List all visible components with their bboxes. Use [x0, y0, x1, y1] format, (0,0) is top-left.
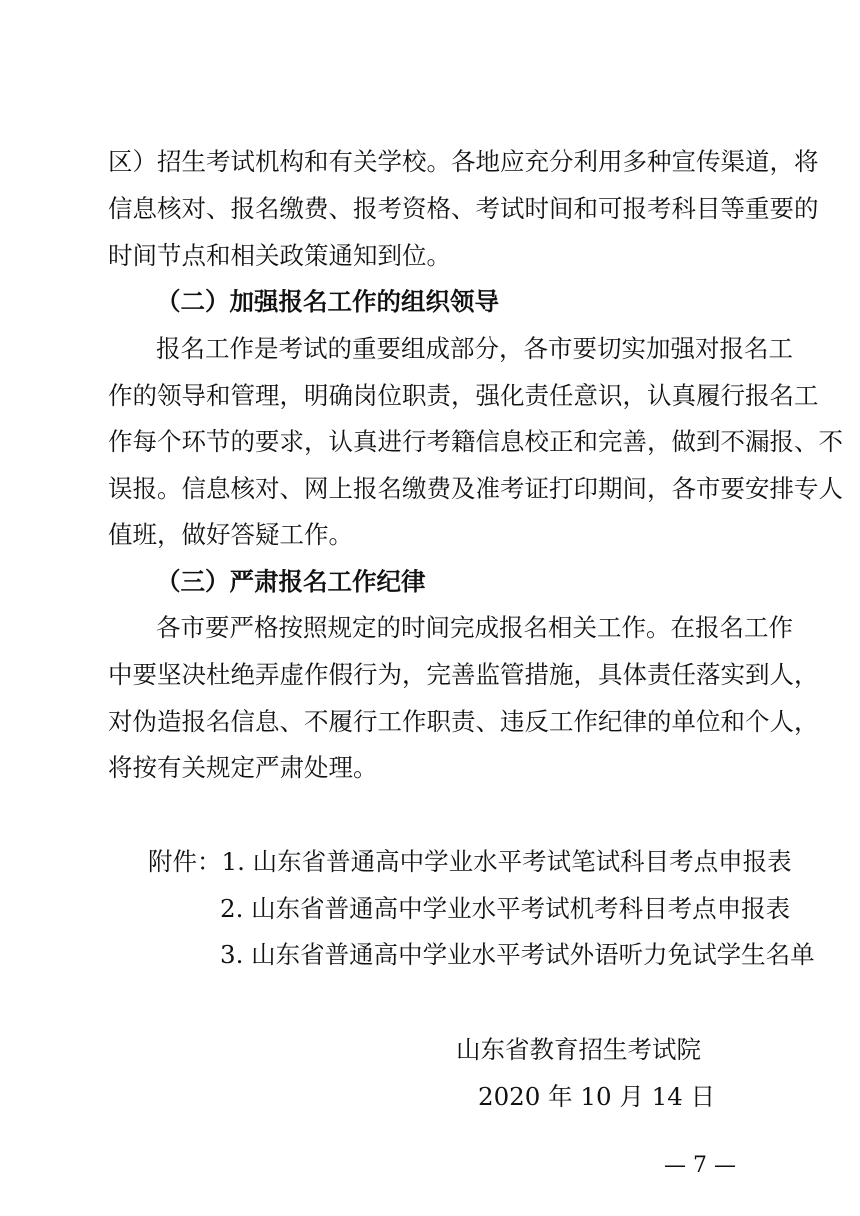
signature-org: 山东省教育招生考试院 — [456, 1035, 701, 1064]
paragraph-line: 中要坚决杜绝弄虚作假行为，完善监管措施，具体责任落实到人， — [108, 660, 819, 689]
paragraph-line: 区）招生考试机构和有关学校。各地应充分利用多种宣传渠道，将 — [108, 147, 819, 176]
paragraph-line: 将按有关规定严肃处理。 — [108, 753, 378, 782]
paragraph-line: 作每个环节的要求，认真进行考籍信息校正和完善，做到不漏报、不 — [108, 427, 843, 456]
paragraph-line: 误报。信息核对、网上报名缴费及准考证打印期间，各市要安排专人 — [108, 474, 843, 503]
page-number: — 7 — — [664, 1153, 736, 1178]
paragraph-line: 值班，做好答疑工作。 — [108, 520, 353, 549]
attachment-item: 1. 山东省普通高中学业水平考试笔试科目考点申报表 — [221, 847, 792, 876]
paragraph-line: 作的领导和管理，明确岗位职责，强化责任意识，认真履行报名工 — [108, 381, 819, 410]
paragraph-line: 信息核对、报名缴费、报考资格、考试时间和可报考科目等重要的 — [108, 194, 819, 223]
attachment-label: 附件： — [148, 847, 222, 876]
section-heading: （二）加强报名工作的组织领导 — [156, 287, 499, 316]
paragraph-line: 各市要严格按照规定的时间完成报名相关工作。在报名工作 — [156, 613, 793, 642]
signature-date: 2020 年 10 月 14 日 — [478, 1082, 716, 1111]
paragraph-line: 时间节点和相关政策通知到位。 — [108, 241, 451, 270]
paragraph-line: 报名工作是考试的重要组成部分，各市要切实加强对报名工 — [156, 334, 793, 363]
paragraph-line: 对伪造报名信息、不履行工作职责、违反工作纪律的单位和个人， — [108, 707, 819, 736]
section-heading: （三）严肃报名工作纪律 — [156, 567, 426, 596]
attachment-item: 2. 山东省普通高中学业水平考试机考科目考点申报表 — [220, 894, 791, 923]
attachment-item: 3. 山东省普通高中学业水平考试外语听力免试学生名单 — [220, 940, 815, 969]
attachment-list — [148, 840, 792, 884]
